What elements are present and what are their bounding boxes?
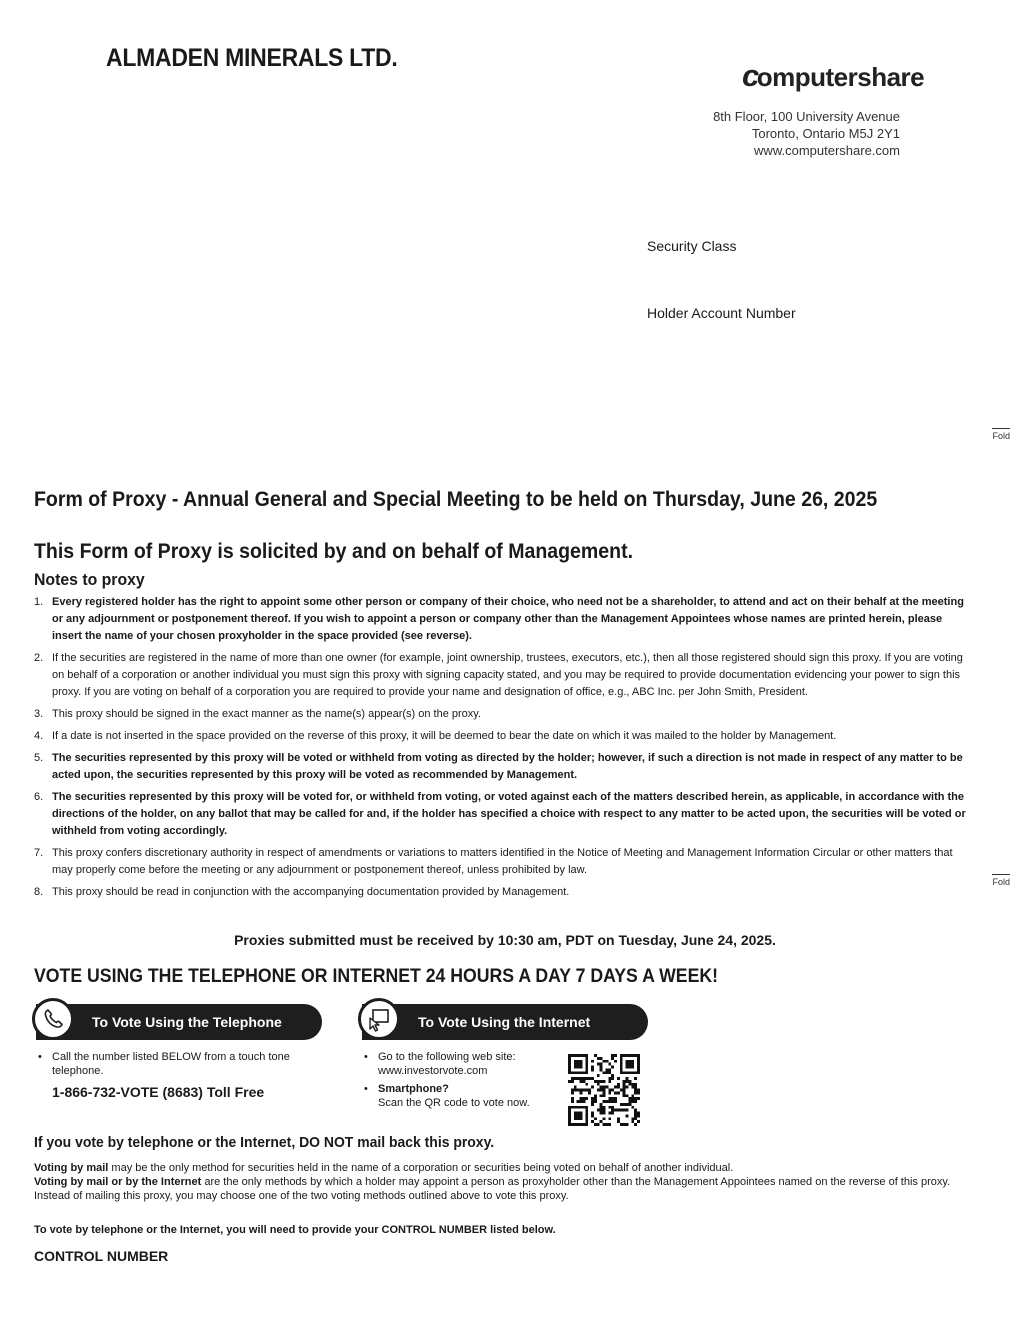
note-text: The securities represented by this proxy will be voted for, or withheld from voting, or voted against each of the matters described herein, as applicable, in accordance with the directions of the holder, on any ballot that may be called for and, if the holder has specified a choice with respect to any matter to be acted upon, the securities will be voted or withheld from voting accordingly.: [52, 791, 966, 837]
qr-module: [628, 1080, 631, 1083]
logo-initial: c: [742, 58, 759, 93]
qr-module: [608, 1117, 611, 1120]
qr-module: [574, 1089, 577, 1092]
notes-heading: Notes to proxy: [34, 570, 145, 589]
qr-module: [620, 1109, 623, 1112]
qr-module: [637, 1089, 640, 1092]
qr-module: [603, 1106, 606, 1109]
qr-module: [600, 1086, 603, 1089]
qr-module: [631, 1100, 634, 1103]
qr-module: [608, 1080, 611, 1083]
control-number-intro: To vote by telephone or the Internet, you will need to provide your CONTROL NUMBER listed below.: [34, 1224, 556, 1236]
qr-module: [582, 1077, 585, 1080]
note-item: [34, 789, 974, 840]
qr-module: [603, 1094, 606, 1097]
qr-module: [634, 1097, 637, 1100]
qr-module: [597, 1080, 600, 1083]
qr-module: [594, 1123, 597, 1126]
fold-line: [992, 428, 1010, 429]
mail-voting-line-1: [34, 1161, 974, 1175]
qr-module: [600, 1066, 603, 1069]
mail-voting-lead-2: Voting by mail or by the Internet: [34, 1176, 202, 1188]
qr-module: [611, 1054, 614, 1057]
note-item: [34, 845, 974, 879]
qr-module: [603, 1071, 606, 1074]
qr-module: [597, 1074, 600, 1077]
qr-module: [623, 1123, 626, 1126]
qr-module: [600, 1112, 603, 1115]
qr-module: [614, 1086, 617, 1089]
phone-icon-circle: [32, 998, 74, 1040]
qr-module: [574, 1077, 577, 1080]
qr-module: [637, 1112, 640, 1115]
qr-module: [603, 1086, 606, 1089]
qr-module: [600, 1080, 603, 1083]
qr-module: [600, 1109, 603, 1112]
qr-module: [603, 1089, 606, 1092]
smartphone-title: • Smartphone?: [378, 1083, 449, 1095]
qr-module: [580, 1077, 583, 1080]
notes-list: [34, 594, 974, 906]
qr-module: [634, 1083, 637, 1086]
qr-module: [626, 1080, 629, 1083]
qr-module: [634, 1117, 637, 1120]
qr-module: [582, 1080, 585, 1083]
qr-module: [617, 1077, 620, 1080]
note-number: 8.: [34, 886, 44, 898]
qr-module: [634, 1112, 637, 1115]
qr-module: [585, 1077, 588, 1080]
qr-module: [634, 1077, 637, 1080]
qr-module: [600, 1094, 603, 1097]
no-mail-notice: If you vote by telephone or the Internet, DO NOT mail back this proxy.: [34, 1134, 495, 1151]
telephone-vote-label: To Vote Using the Telephone: [92, 1014, 282, 1030]
qr-module: [608, 1077, 611, 1080]
qr-module: [582, 1100, 585, 1103]
qr-module: [628, 1103, 631, 1106]
qr-module: [623, 1103, 626, 1106]
qr-module: [634, 1091, 637, 1094]
qr-module: [626, 1086, 629, 1089]
qr-module: [626, 1103, 629, 1106]
qr-module: [600, 1106, 603, 1109]
qr-module: [608, 1112, 611, 1115]
qr-module: [591, 1103, 594, 1106]
qr-module: [603, 1100, 606, 1103]
qr-module: [571, 1097, 574, 1100]
qr-module: [631, 1106, 634, 1109]
qr-module: [611, 1112, 614, 1115]
qr-module: [600, 1063, 603, 1066]
note-text: Every registered holder has the right to appoint some other person or company of their choice, who need not be a shareholder, to attend and act on their behalf at the meeting or any adjournment or postponement thereof. If you wish to appoint a person or company other than the Management Appointees whose names are printed herein, please insert the name of your chosen proxyholder in the space provided (see reverse).: [52, 596, 964, 642]
qr-module: [597, 1083, 600, 1086]
telephone-instructions: [36, 1050, 296, 1100]
qr-module: [623, 1091, 626, 1094]
qr-module: [571, 1089, 574, 1092]
qr-module: [594, 1080, 597, 1083]
qr-module: [611, 1089, 614, 1092]
qr-module: [571, 1100, 574, 1103]
qr-module: [571, 1077, 574, 1080]
address-line-3: www.computershare.com: [754, 143, 900, 158]
qr-module: [605, 1123, 608, 1126]
qr-module: [631, 1117, 634, 1120]
mail-voting-text-2: are the only methods by which a holder may appoint a person as proxyholder other than the Management Appointees named on the reverse of this proxy. Instead of mailing this proxy, you may choose one of the two voting methods outlined above to vote this proxy.: [34, 1176, 951, 1202]
qr-module: [637, 1091, 640, 1094]
note-number: 2.: [34, 652, 44, 664]
qr-module: [591, 1097, 594, 1100]
note-item: [34, 750, 974, 784]
mail-voting-lead-1: Voting by mail: [34, 1162, 109, 1174]
qr-module: [577, 1077, 580, 1080]
qr-module: [608, 1100, 611, 1103]
qr-module: [634, 1109, 637, 1112]
qr-module: [611, 1097, 614, 1100]
qr-module: [608, 1097, 611, 1100]
company-name: ALMADEN MINERALS LTD.: [106, 44, 398, 72]
qr-module: [626, 1077, 629, 1080]
qr-module: [568, 1080, 571, 1083]
note-text: If a date is not inserted in the space provided on the reverse of this proxy, it will be deemed to bear the date on which it was mailed to the holder by Management.: [52, 730, 837, 742]
qr-module: [634, 1123, 637, 1126]
qr-module: [582, 1089, 585, 1092]
qr-module: [617, 1120, 620, 1123]
qr-module: [591, 1060, 594, 1063]
qr-module: [617, 1083, 620, 1086]
fold-label: Fold: [992, 431, 1010, 441]
qr-module: [608, 1089, 611, 1092]
qr-module: [631, 1094, 634, 1097]
qr-module: [580, 1089, 583, 1092]
qr-module: [603, 1091, 606, 1094]
qr-module: [611, 1106, 614, 1109]
solicitation-heading: This Form of Proxy is solicited by and on behalf of Management.: [34, 540, 634, 563]
qr-module: [591, 1066, 594, 1069]
qr-module: [588, 1091, 591, 1094]
fold-mark-top: [992, 428, 1010, 441]
qr-code[interactable]: [568, 1054, 640, 1126]
note-text: The securities represented by this proxy will be voted or withheld from voting as directed by the holder; however, if such a direction is not made in respect of any matter to be acted upon, the securities represented by this proxy will be voted as recommended by Management.: [52, 752, 963, 781]
qr-module: [585, 1083, 588, 1086]
qr-module: [623, 1089, 626, 1092]
smartphone-bullet: [362, 1082, 552, 1110]
qr-module: [600, 1057, 603, 1060]
qr-module: [591, 1086, 594, 1089]
note-text: This proxy confers discretionary authority in respect of amendments or variations to matters identified in the Notice of Meeting and Management Information Circular or other matters that may properly come before the meeting or any adjournment or postponement thereof, unless prohibited by law.: [52, 847, 953, 876]
qr-module: [585, 1089, 588, 1092]
fold-line: [992, 874, 1010, 875]
qr-module: [631, 1086, 634, 1089]
company-address: [713, 108, 900, 159]
note-number: 6.: [34, 791, 44, 803]
qr-module: [574, 1112, 583, 1121]
qr-module: [620, 1089, 623, 1092]
qr-module: [614, 1060, 617, 1063]
qr-module: [623, 1083, 626, 1086]
qr-module: [588, 1077, 591, 1080]
qr-module: [611, 1074, 614, 1077]
qr-module: [603, 1109, 606, 1112]
qr-module: [608, 1106, 611, 1109]
qr-module: [594, 1100, 597, 1103]
qr-module: [626, 1123, 629, 1126]
telephone-vote-banner: [36, 1004, 322, 1040]
note-item: [34, 728, 974, 745]
qr-module: [634, 1100, 637, 1103]
qr-module: [608, 1091, 611, 1094]
qr-module: [608, 1071, 611, 1074]
qr-module: [597, 1109, 600, 1112]
cursor-screen-icon: [361, 1001, 397, 1037]
qr-module: [580, 1080, 583, 1083]
qr-module: [631, 1120, 634, 1123]
qr-module: [603, 1117, 606, 1120]
qr-module: [637, 1114, 640, 1117]
form-title: Form of Proxy - Annual General and Special Meeting to be held on Thursday, June 26, 2025: [34, 488, 878, 511]
qr-module: [605, 1100, 608, 1103]
note-text: If the securities are registered in the name of more than one owner (for example, joint ownership, trustees, executors, etc.), then all those registered should sign this proxy. If you are voting on behalf of a corporation or another individual you must sign this proxy with signing capacity stated, and you may be required to provide documentation evidencing your power to sign this proxy. If you are voting on behalf of a corporation you are required to provide your name and designation of office, e.g., ABC Inc. per John Smith, President.: [52, 652, 963, 698]
website-url[interactable]: www.investorvote.com: [378, 1065, 488, 1077]
note-text: This proxy should be read in conjunction with the accompanying documentation provided by Management.: [52, 886, 570, 898]
note-item: [34, 594, 974, 645]
qr-module: [614, 1097, 617, 1100]
qr-module: [623, 1086, 626, 1089]
qr-module: [577, 1089, 580, 1092]
qr-module: [603, 1112, 606, 1115]
internet-instructions: [362, 1050, 552, 1114]
address-line-2: Toronto, Ontario M5J 2Y1: [751, 126, 900, 141]
qr-module: [631, 1097, 634, 1100]
qr-module: [585, 1097, 588, 1100]
qr-module: [611, 1109, 614, 1112]
qr-module: [600, 1120, 603, 1123]
vote-heading: VOTE USING THE TELEPHONE OR INTERNET 24 HOURS A DAY 7 DAYS A WEEK!: [34, 966, 719, 987]
note-number: 5.: [34, 752, 44, 764]
qr-module: [582, 1097, 585, 1100]
qr-module: [617, 1086, 620, 1089]
address-line-1: 8th Floor, 100 University Avenue: [713, 109, 900, 124]
telephone-bullet: • Call the number listed BELOW from a touch tone telephone.: [36, 1050, 296, 1078]
qr-module: [611, 1100, 614, 1103]
qr-module: [597, 1063, 600, 1066]
telephone-number: 1-866-732-VOTE (8683) Toll Free: [52, 1084, 265, 1100]
qr-module: [591, 1068, 594, 1071]
qr-module: [600, 1103, 603, 1106]
note-number: 4.: [34, 730, 44, 742]
qr-module: [597, 1123, 600, 1126]
qr-module: [637, 1120, 640, 1123]
qr-module: [571, 1080, 574, 1083]
qr-module: [591, 1077, 594, 1080]
internet-vote-banner: [362, 1004, 648, 1040]
logo-text: omputershare: [756, 62, 925, 92]
qr-module: [608, 1068, 611, 1071]
note-number: 3.: [34, 708, 44, 720]
qr-module: [631, 1083, 634, 1086]
qr-module: [626, 1094, 629, 1097]
qr-module: [594, 1054, 597, 1057]
qr-module: [580, 1100, 583, 1103]
note-item: [34, 650, 974, 701]
qr-module: [614, 1100, 617, 1103]
control-number-label: CONTROL NUMBER: [34, 1248, 169, 1264]
qr-module: [623, 1080, 626, 1083]
qr-module: [591, 1100, 594, 1103]
qr-module: [634, 1089, 637, 1092]
computer-icon-circle: [358, 998, 400, 1040]
note-text: This proxy should be signed in the exact manner as the name(s) appear(s) on the proxy.: [52, 708, 482, 720]
qr-module: [626, 1114, 629, 1117]
qr-module: [600, 1068, 603, 1071]
qr-module: [588, 1089, 591, 1092]
qr-module: [603, 1123, 606, 1126]
qr-module: [623, 1109, 626, 1112]
qr-module: [628, 1100, 631, 1103]
holder-account-number-label: Holder Account Number: [647, 305, 796, 321]
mail-voting-text-1: may be the only method for securities held in the name of a corporation or securities being voted on behalf of another individual.: [108, 1162, 734, 1174]
qr-module: [591, 1114, 594, 1117]
qr-module: [626, 1109, 629, 1112]
qr-module: [605, 1071, 608, 1074]
proxy-deadline: Proxies submitted must be received by 10:30 am, PDT on Tuesday, June 24, 2025.: [234, 932, 776, 948]
qr-module: [637, 1097, 640, 1100]
qr-module: [594, 1097, 597, 1100]
website-intro: • Go to the following web site:: [378, 1051, 516, 1063]
fold-label: Fold: [992, 877, 1010, 887]
qr-module: [597, 1089, 600, 1092]
qr-module: [605, 1068, 608, 1071]
computershare-logo: [742, 58, 924, 94]
note-item: [34, 706, 974, 723]
mail-voting-paragraph: [34, 1161, 974, 1203]
qr-module: [577, 1100, 580, 1103]
qr-module: [580, 1091, 583, 1094]
qr-module: [626, 1060, 635, 1069]
qr-module: [614, 1091, 617, 1094]
qr-module: [600, 1089, 603, 1092]
qr-module: [617, 1091, 620, 1094]
qr-module: [574, 1086, 577, 1089]
qr-module: [611, 1066, 614, 1069]
qr-module: [591, 1112, 594, 1115]
internet-vote-label: To Vote Using the Internet: [418, 1014, 591, 1030]
qr-module: [628, 1083, 631, 1086]
qr-module: [628, 1097, 631, 1100]
qr-module: [608, 1123, 611, 1126]
qr-module: [594, 1117, 597, 1120]
qr-module: [617, 1117, 620, 1120]
qr-module: [591, 1120, 594, 1123]
qr-module: [574, 1060, 583, 1069]
qr-module: [605, 1060, 608, 1063]
website-bullet: [362, 1050, 552, 1078]
note-item: [34, 884, 974, 901]
qr-module: [634, 1114, 637, 1117]
qr-module: [611, 1057, 614, 1060]
qr-module: [617, 1109, 620, 1112]
qr-module: [620, 1103, 623, 1106]
qr-module: [571, 1091, 574, 1094]
qr-module: [580, 1097, 583, 1100]
qr-module: [597, 1057, 600, 1060]
qr-module: [634, 1086, 637, 1089]
qr-module: [614, 1054, 617, 1057]
qr-module: [605, 1086, 608, 1089]
qr-module: [614, 1109, 617, 1112]
qr-module: [623, 1094, 626, 1097]
qr-module: [603, 1080, 606, 1083]
security-class-label: Security Class: [647, 238, 737, 254]
qr-module: [620, 1123, 623, 1126]
phone-icon: [35, 1001, 71, 1037]
qr-module: [608, 1063, 611, 1066]
qr-module: [611, 1077, 614, 1080]
mail-voting-line-2: [34, 1175, 974, 1203]
fold-mark-bottom: [992, 874, 1010, 887]
qr-module: [603, 1060, 606, 1063]
note-number: 1.: [34, 596, 44, 608]
note-number: 7.: [34, 847, 44, 859]
smartphone-text: Scan the QR code to vote now.: [378, 1097, 530, 1109]
qr-module: [594, 1094, 597, 1097]
